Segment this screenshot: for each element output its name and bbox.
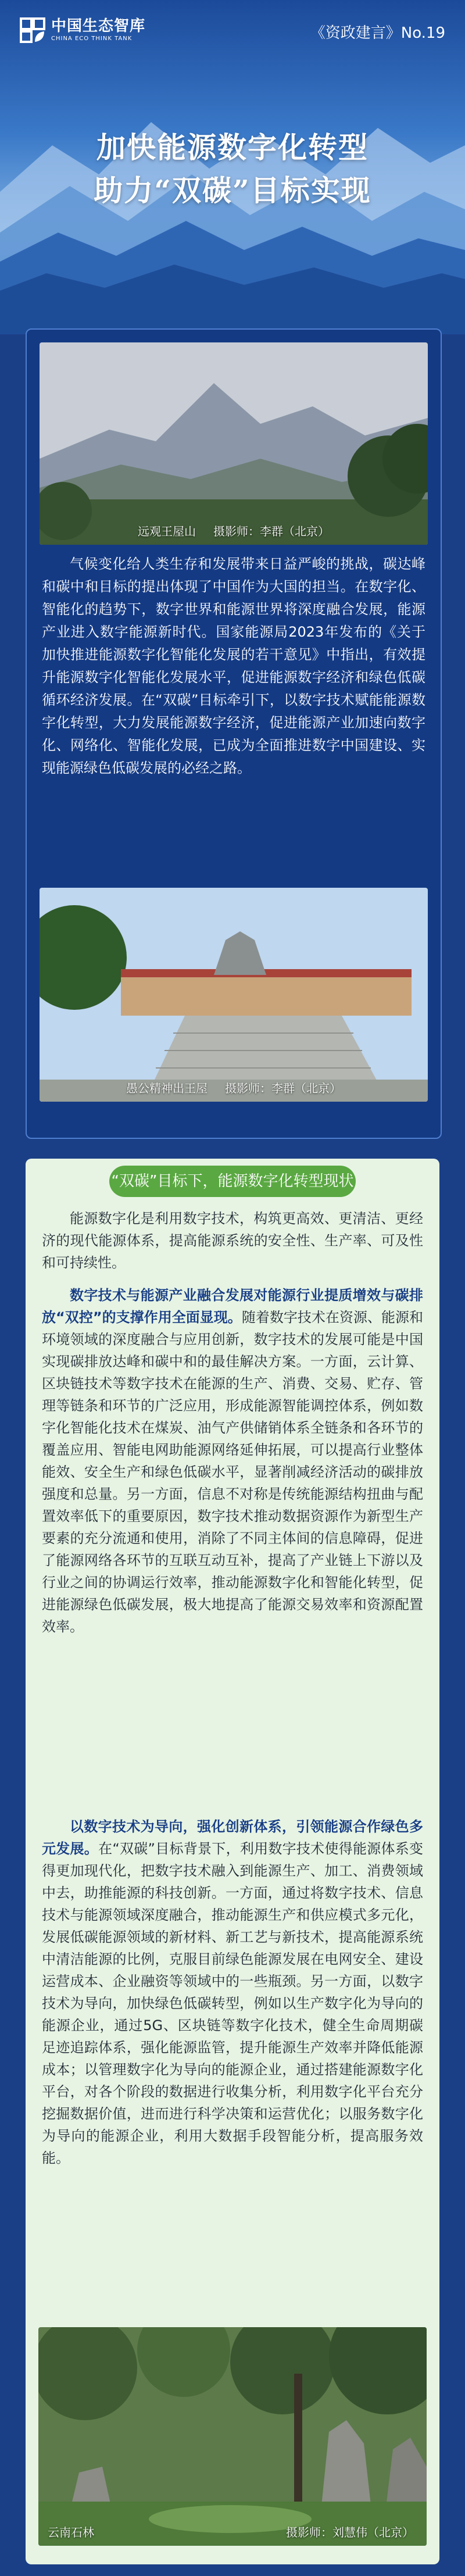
header-banner <box>0 0 465 334</box>
photo1-caption <box>40 522 428 539</box>
stone-forest-photo-image <box>38 2327 427 2546</box>
photo2-caption <box>40 1079 428 1096</box>
photo3-credit: 摄影师：刘慧伟（北京） <box>286 2525 414 2539</box>
photo2-credit: 摄影师：李群（北京） <box>225 1081 341 1095</box>
paragraph-definition: 能源数字化是利用数字技术，构筑更高效、更清洁、更经济的现代能源体系，提高能源系统的安全性、生产率、可及性和可持续性。 <box>42 1210 423 1271</box>
page-title-line1: 加快能源数字化转型 <box>96 130 369 165</box>
photo-stone-forest <box>38 2327 427 2546</box>
statue-photo-image <box>40 888 428 1102</box>
issue-number: 《资政建言》No.19 <box>310 24 445 42</box>
page-title-line2: 助力“双碳”目标实现 <box>94 173 371 208</box>
photo1-place: 远观王屋山 <box>138 524 196 538</box>
logo-english-name: CHINA ECO THINK TANK <box>51 35 133 42</box>
photo3-caption <box>38 2523 427 2540</box>
mountain-photo-image <box>40 342 428 545</box>
photo-yugong-statue <box>40 888 428 1102</box>
section-title-badge: “双碳”目标下，能源数字化转型现状 <box>109 1166 356 1197</box>
paragraph-innovation <box>42 1816 423 2169</box>
paragraph-integration <box>42 1284 423 1638</box>
logo-chinese-name: 中国生态智库 <box>51 17 146 35</box>
photo1-credit: 摄影师：李群（北京） <box>213 524 330 538</box>
paragraph-innovation-lead: 以数字技术为导向，强化创新体系，引领能源合作绿色多元发展。 <box>42 1818 423 1857</box>
paragraph-integration-body: 随着数字技术在资源、能源和环境领域的深度融合与应用创新，数字技术的发展可能是中国实现碳排放达峰和碳中和的最佳解决方案。一方面，云计算、区块链技术等数字技术在能源的生产、消费、交易、贮存、管理等链条和环节的广泛应用，形成能源智能调控体系，例如数字化智能化技术在煤炭、油气产供储销体系全链条和各环节的覆盖应用、智能电网助能源网络延伸拓展，可以提高行业整体能效、安全生产和绿色低碳水平，显著削减经济活动的碳排放强度和总量。另一方面，信息不对称是传统能源结构扭曲与配置效率低下的重要原因，数字技术推动数据资源作为新型生产要素的充分流通和使用，消除了不同主体间的信息障碍，促进了能源网络各环节的互联互动互补，提高了产业链上下游以及行业之间的协调运行效率，推动能源数字化和智能化转型，促进能源绿色低碳发展，极大地提高了能源交易效率和资源配置效率。 <box>42 1309 424 1635</box>
paragraph-innovation-body: 在“双碳”目标背景下，利用数字技术使得能源体系变得更加现代化，把数字技术融入到能源生产、加工、消费领域中去，助推能源的科技创新。一方面，通过将数字技术、信息技术与能源领域深度融合，推动能源生产和供应模式多元化，发展低碳能源领域的新材料、新工艺与新技术，提高能源系统中清洁能源的比例，克服目前绿色能源发展在电网安全、建设运营成本、企业融资等领域中的一些瓶颈。另一方面，以数字技术为导向，加快绿色低碳转型，例如以生产数字化为导向的能源企业，通过5G、区块链等数字化技术，健全生命周期碳足迹追踪体系，强化能源监管，提升能源生产效率并降低能源成本；以管理数字化为导向的能源企业，通过搭建能源数字化平台，对各个阶段的数据进行收集分析，利用数字化平台充分挖掘数据价值，进而进行科学决策和运营优化；以服务数字化为导向的能源企业，利用大数据手段智能分析，提高服务效能。 <box>42 1841 423 2166</box>
paragraph-integration-lead: 数字技术与能源产业融合发展对能源行业提质增效与碳排放“双控”的支撑作用全面显现。 <box>42 1287 423 1325</box>
content-panel <box>26 1159 439 2564</box>
intro-paragraph: 气候变化给人类生存和发展带来日益严峻的挑战，碳达峰和碳中和目标的提出体现了中国作为大国的担当。在数字化、智能化的趋势下，数字世界和能源世界将深度融合发展，能源产业进入数字能源新时代。国家能源局2023年发布的《关于加快推进能源数字化智能化发展的若干意见》中指出，有效提升能源数字化智能化发展水平，促进能源数字经济和绿色低碳循环经济发展。在“双碳”目标牵引下，以数字技术赋能能源数字化转型，大力发展能源数字经济，促进能源产业加速向数字化、网络化、智能化发展，已成为全面推进数字中国建设、实现能源绿色低碳发展的必经之路。 <box>42 556 425 776</box>
photo3-place: 云南石林 <box>48 2525 94 2539</box>
eco-logo-icon <box>20 16 45 44</box>
intro-panel <box>26 328 442 1139</box>
photo2-place: 愚公精神出王屋 <box>126 1081 208 1095</box>
logo-text <box>51 17 145 43</box>
photo-wangwu-mountain <box>40 342 428 545</box>
logo <box>20 16 145 44</box>
